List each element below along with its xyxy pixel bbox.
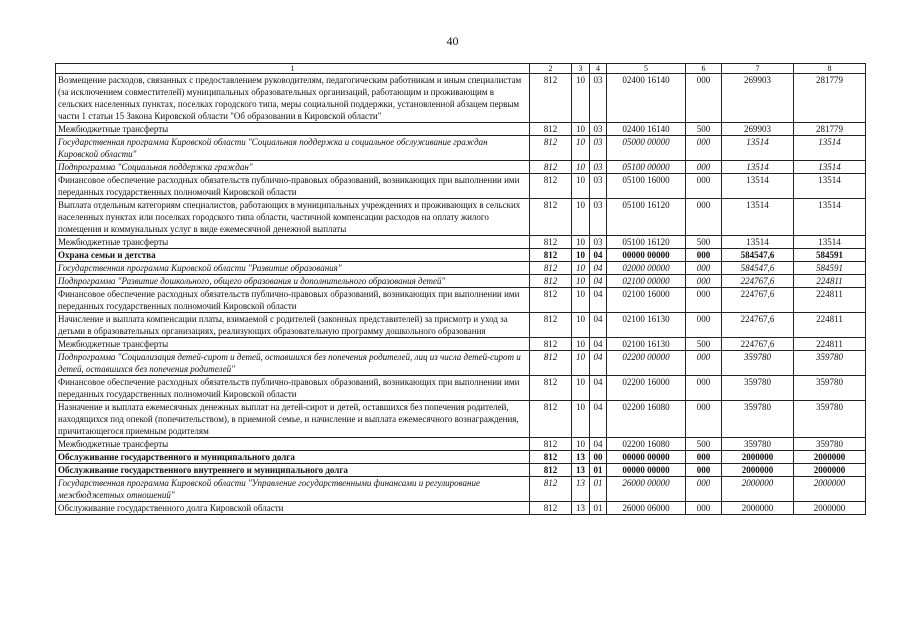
target-article-code: 05100 00000: [607, 161, 686, 174]
subsection-code: 04: [590, 249, 607, 262]
amount-year-2: 584591: [794, 262, 866, 275]
subsection-code: 04: [590, 288, 607, 313]
amount-year-1: 359780: [722, 401, 794, 438]
section-code: 10: [572, 288, 590, 313]
section-code: 13: [572, 502, 590, 515]
item-name: Назначение и выплата ежемесячных денежных выплат на детей-сирот и детей, оставшихся без попечения родителей, находящихся под опекой (попечительством), в приемной семье, и начисление и выплата ежемесячного вознаграждения, причитающегося приемным родителям: [56, 401, 530, 438]
expense-type-code: 000: [686, 199, 722, 236]
admin-code: 812: [530, 376, 572, 401]
subsection-code: 04: [590, 376, 607, 401]
amount-year-1: 224767,6: [722, 338, 794, 351]
item-name: Финансовое обеспечение расходных обязательств публично-правовых образований, возникающих при выполнении ими переданных государственных полномочий Кировской области: [56, 288, 530, 313]
target-article-code: 05100 16000: [607, 174, 686, 199]
expense-type-code: 000: [686, 288, 722, 313]
subsection-code: 01: [590, 477, 607, 502]
amount-year-2: 359780: [794, 351, 866, 376]
expense-type-code: 000: [686, 262, 722, 275]
amount-year-2: 584591: [794, 249, 866, 262]
table-row: [56, 136, 866, 161]
item-name: Обслуживание государственного долга Кировской области: [56, 502, 530, 515]
budget-table: [55, 63, 866, 515]
amount-year-1: 13514: [722, 161, 794, 174]
item-name: Обслуживание государственного внутреннего и муниципального долга: [56, 464, 530, 477]
amount-year-2: 13514: [794, 136, 866, 161]
amount-year-1: 2000000: [722, 502, 794, 515]
admin-code: 812: [530, 161, 572, 174]
expense-type-code: 000: [686, 464, 722, 477]
target-article-code: 00000 00000: [607, 464, 686, 477]
target-article-code: 00000 00000: [607, 451, 686, 464]
expense-type-code: 000: [686, 249, 722, 262]
subsection-code: 03: [590, 161, 607, 174]
admin-code: 812: [530, 351, 572, 376]
expense-type-code: 000: [686, 376, 722, 401]
item-name: Межбюджетные трансферты: [56, 338, 530, 351]
subsection-code: 04: [590, 338, 607, 351]
expense-type-code: 000: [686, 136, 722, 161]
subsection-code: 03: [590, 174, 607, 199]
page-number: 40: [446, 34, 459, 48]
target-article-code: 02200 00000: [607, 351, 686, 376]
section-code: 10: [572, 236, 590, 249]
admin-code: 812: [530, 199, 572, 236]
item-name: Подпрограмма "Социальная поддержка граждан": [56, 161, 530, 174]
amount-year-2: 281779: [794, 123, 866, 136]
table-row: [56, 477, 866, 502]
admin-code: 812: [530, 236, 572, 249]
amount-year-1: 224767,6: [722, 313, 794, 338]
admin-code: 812: [530, 451, 572, 464]
header-cell: 7: [722, 64, 794, 74]
amount-year-1: 269903: [722, 74, 794, 123]
admin-code: 812: [530, 275, 572, 288]
amount-year-2: 2000000: [794, 502, 866, 515]
item-name: Государственная программа Кировской области "Социальная поддержка и социальное обслуживание граждан Кировской области": [56, 136, 530, 161]
amount-year-1: 13514: [722, 199, 794, 236]
header-cell: 2: [530, 64, 572, 74]
subsection-code: 03: [590, 74, 607, 123]
expense-type-code: 000: [686, 401, 722, 438]
amount-year-2: 359780: [794, 376, 866, 401]
table-row: [56, 288, 866, 313]
table-row: [56, 123, 866, 136]
amount-year-1: 13514: [722, 236, 794, 249]
subsection-code: 04: [590, 262, 607, 275]
item-name: Межбюджетные трансферты: [56, 123, 530, 136]
admin-code: 812: [530, 174, 572, 199]
admin-code: 812: [530, 74, 572, 123]
table-row: [56, 262, 866, 275]
expense-type-code: 500: [686, 438, 722, 451]
item-name: Охрана семьи и детства: [56, 249, 530, 262]
section-code: 10: [572, 313, 590, 338]
target-article-code: 02200 16080: [607, 401, 686, 438]
item-name: Финансовое обеспечение расходных обязательств публично-правовых образований, возникающих при выполнении ими переданных государственных полномочий Кировской области: [56, 174, 530, 199]
amount-year-2: 359780: [794, 438, 866, 451]
header-cell: 6: [686, 64, 722, 74]
subsection-code: 04: [590, 313, 607, 338]
target-article-code: 02400 16140: [607, 123, 686, 136]
table-row: [56, 401, 866, 438]
section-code: 10: [572, 161, 590, 174]
admin-code: 812: [530, 464, 572, 477]
section-code: 10: [572, 401, 590, 438]
target-article-code: 26000 00000: [607, 477, 686, 502]
expense-type-code: 000: [686, 161, 722, 174]
amount-year-2: 13514: [794, 161, 866, 174]
expense-type-code: 000: [686, 502, 722, 515]
subsection-code: 04: [590, 438, 607, 451]
target-article-code: 05100 16120: [607, 236, 686, 249]
expense-type-code: 000: [686, 351, 722, 376]
table-row: [56, 74, 866, 123]
target-article-code: 02200 16000: [607, 376, 686, 401]
table-row: [56, 438, 866, 451]
target-article-code: 02400 16140: [607, 74, 686, 123]
expense-type-code: 000: [686, 174, 722, 199]
table-header-row: [56, 64, 866, 74]
target-article-code: 02100 16000: [607, 288, 686, 313]
table-row: [56, 199, 866, 236]
section-code: 10: [572, 136, 590, 161]
amount-year-1: 359780: [722, 438, 794, 451]
subsection-code: 03: [590, 123, 607, 136]
admin-code: 812: [530, 249, 572, 262]
table-row: [56, 275, 866, 288]
table-row: [56, 351, 866, 376]
table-row: [56, 313, 866, 338]
expense-type-code: 000: [686, 275, 722, 288]
amount-year-1: 359780: [722, 376, 794, 401]
table-row: [56, 451, 866, 464]
amount-year-1: 2000000: [722, 464, 794, 477]
section-code: 10: [572, 376, 590, 401]
table-row: [56, 249, 866, 262]
amount-year-2: 281779: [794, 74, 866, 123]
section-code: 10: [572, 338, 590, 351]
item-name: Подпрограмма "Развитие дошкольного, общего образования и дополнительного образования детей": [56, 275, 530, 288]
item-name: Возмещение расходов, связанных с предоставлением руководителям, педагогическим работникам и иным специалистам (за исключением совместителей) муниципальных образовательных организаций, работающим и проживающим в сельских населенных пунктах, поселках городского типа, меры социальной поддержки, установленной абзацем первым части 1 статьи 15 Закона Кировской области "Об образовании в Кировской области": [56, 74, 530, 123]
header-cell: 4: [590, 64, 607, 74]
expense-type-code: 000: [686, 313, 722, 338]
item-name: Государственная программа Кировской области "Развитие образования": [56, 262, 530, 275]
section-code: 10: [572, 199, 590, 236]
item-name: Межбюджетные трансферты: [56, 236, 530, 249]
admin-code: 812: [530, 313, 572, 338]
amount-year-1: 584547,6: [722, 262, 794, 275]
amount-year-2: 224811: [794, 288, 866, 313]
table-row: [56, 338, 866, 351]
target-article-code: 05100 16120: [607, 199, 686, 236]
target-article-code: 02100 16130: [607, 313, 686, 338]
amount-year-1: 2000000: [722, 451, 794, 464]
admin-code: 812: [530, 262, 572, 275]
subsection-code: 03: [590, 199, 607, 236]
section-code: 10: [572, 275, 590, 288]
admin-code: 812: [530, 338, 572, 351]
subsection-code: 04: [590, 275, 607, 288]
subsection-code: 03: [590, 136, 607, 161]
section-code: 13: [572, 464, 590, 477]
expense-type-code: 000: [686, 74, 722, 123]
admin-code: 812: [530, 438, 572, 451]
section-code: 13: [572, 451, 590, 464]
table-row: [56, 161, 866, 174]
section-code: 10: [572, 123, 590, 136]
header-cell: 5: [607, 64, 686, 74]
section-code: 10: [572, 74, 590, 123]
admin-code: 812: [530, 123, 572, 136]
table-row: [56, 236, 866, 249]
amount-year-2: 359780: [794, 401, 866, 438]
amount-year-1: 224767,6: [722, 275, 794, 288]
admin-code: 812: [530, 502, 572, 515]
item-name: Начисление и выплата компенсации платы, взимаемой с родителей (законных представителей) за присмотр и уход за детьми в образовательных организациях, реализующих образовательную программу дошкольного образования: [56, 313, 530, 338]
subsection-code: 04: [590, 401, 607, 438]
amount-year-1: 269903: [722, 123, 794, 136]
amount-year-2: 2000000: [794, 451, 866, 464]
amount-year-2: 13514: [794, 199, 866, 236]
admin-code: 812: [530, 288, 572, 313]
expense-type-code: 500: [686, 123, 722, 136]
admin-code: 812: [530, 136, 572, 161]
item-name: Межбюджетные трансферты: [56, 438, 530, 451]
subsection-code: 04: [590, 351, 607, 376]
target-article-code: 26000 06000: [607, 502, 686, 515]
table-row: [56, 376, 866, 401]
header-cell: 8: [794, 64, 866, 74]
subsection-code: 01: [590, 464, 607, 477]
amount-year-2: 224811: [794, 338, 866, 351]
amount-year-2: 224811: [794, 313, 866, 338]
item-name: Выплата отдельным категориям специалистов, работающих в муниципальных учреждениях и проживающих в сельских населенных пунктах или поселках городского типа области, частичной компенсации расходов на оплату жилого помещения и коммунальных услуг в виде ежемесячной денежной выплаты: [56, 199, 530, 236]
amount-year-1: 13514: [722, 174, 794, 199]
header-cell: 1: [56, 64, 530, 74]
expense-type-code: 000: [686, 477, 722, 502]
table-row: [56, 502, 866, 515]
header-cell: 3: [572, 64, 590, 74]
section-code: 13: [572, 477, 590, 502]
expense-type-code: 000: [686, 451, 722, 464]
admin-code: 812: [530, 477, 572, 502]
target-article-code: 02000 00000: [607, 262, 686, 275]
item-name: Подпрограмма "Социализация детей-сирот и детей, оставшихся без попечения родителей, лиц из числа детей-сирот и детей, оставшихся без попечения родителей": [56, 351, 530, 376]
section-code: 10: [572, 438, 590, 451]
target-article-code: 00000 00000: [607, 249, 686, 262]
target-article-code: 05000 00000: [607, 136, 686, 161]
amount-year-1: 224767,6: [722, 288, 794, 313]
section-code: 10: [572, 351, 590, 376]
item-name: Обслуживание государственного и муниципального долга: [56, 451, 530, 464]
target-article-code: 02200 16080: [607, 438, 686, 451]
amount-year-2: 13514: [794, 236, 866, 249]
section-code: 10: [572, 249, 590, 262]
target-article-code: 02100 00000: [607, 275, 686, 288]
item-name: Государственная программа Кировской области "Управление государственными финансами и регулирование межбюджетных отношений": [56, 477, 530, 502]
table-row: [56, 174, 866, 199]
subsection-code: 00: [590, 451, 607, 464]
subsection-code: 03: [590, 236, 607, 249]
table-row: [56, 464, 866, 477]
amount-year-2: 13514: [794, 174, 866, 199]
amount-year-2: 2000000: [794, 477, 866, 502]
amount-year-2: 224811: [794, 275, 866, 288]
target-article-code: 02100 16130: [607, 338, 686, 351]
expense-type-code: 500: [686, 338, 722, 351]
expense-type-code: 500: [686, 236, 722, 249]
amount-year-1: 359780: [722, 351, 794, 376]
amount-year-2: 2000000: [794, 464, 866, 477]
amount-year-1: 2000000: [722, 477, 794, 502]
subsection-code: 01: [590, 502, 607, 515]
admin-code: 812: [530, 401, 572, 438]
section-code: 10: [572, 174, 590, 199]
amount-year-1: 13514: [722, 136, 794, 161]
amount-year-1: 584547,6: [722, 249, 794, 262]
item-name: Финансовое обеспечение расходных обязательств публично-правовых образований, возникающих при выполнении ими переданных государственных полномочий Кировской области: [56, 376, 530, 401]
section-code: 10: [572, 262, 590, 275]
